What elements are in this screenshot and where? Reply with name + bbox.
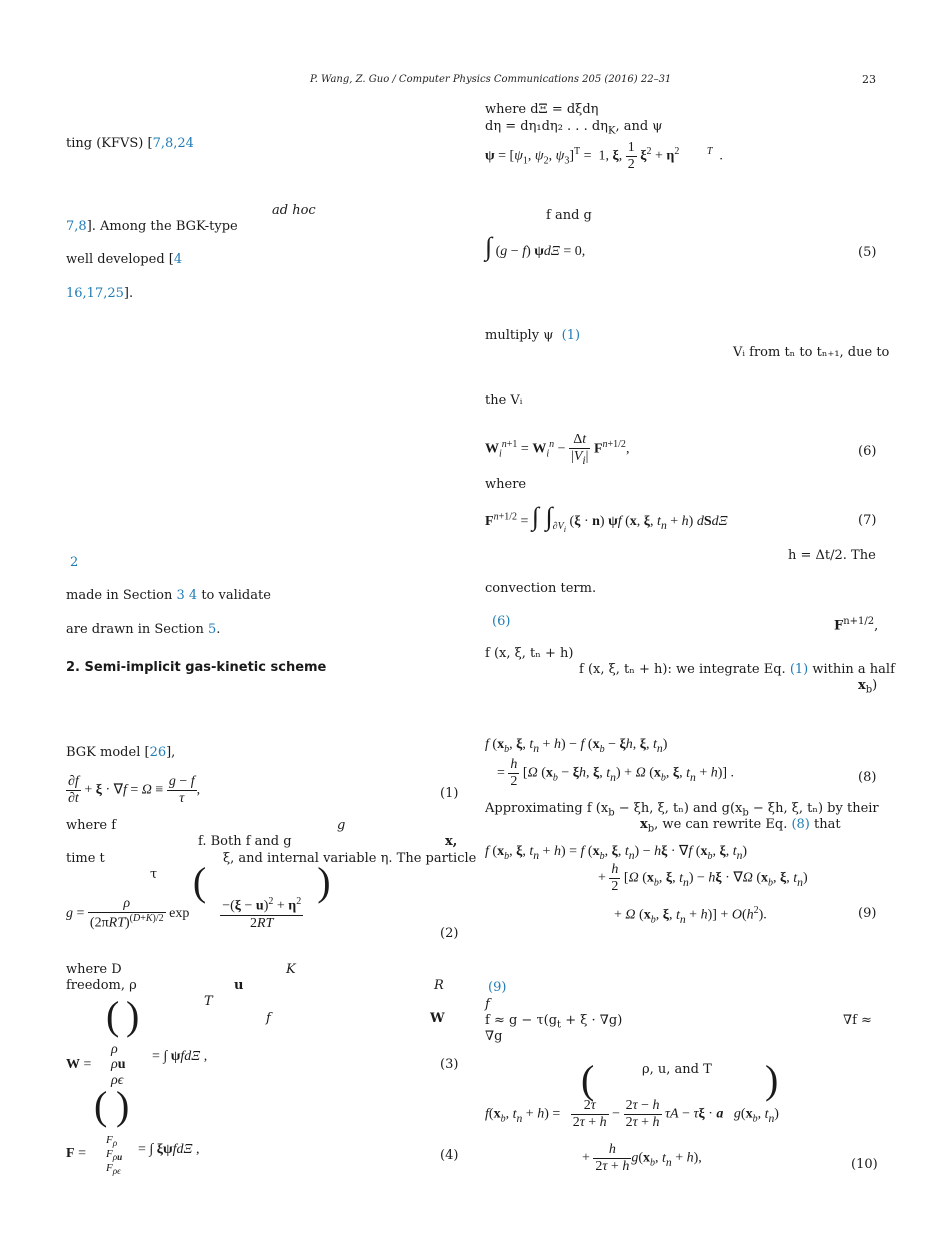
citation-link[interactable]: 4 <box>173 252 183 267</box>
equation-8-line-1: f ($x_b$, ξ, $t_n + h) - f$ ($x_b - \xi h$, ξ, $t_n$) <box>485 737 668 755</box>
equation-10-line-2: + $\frac{h}{2\tau + h}$ $g(x_b$, $t_n + h$), <box>582 1142 702 1174</box>
tau-symbol: τ <box>150 867 158 882</box>
both-f-g: f. Both f and g <box>198 834 292 849</box>
multiply-psi: multiply ψ (1) <box>485 328 581 343</box>
equation-link[interactable]: (9) <box>488 980 507 995</box>
left-line-refs: 16,17,25]. <box>66 286 134 301</box>
xb-close: $x_b$) <box>858 678 878 696</box>
equation-9-line-1: f ($x_b$, ξ, $t_n + h) = f$ ($x_b$, ξ, $t_n) - h\xi \cdot \nabla f$ ($x_b$, ξ, $t_n$) <box>485 844 748 862</box>
equation-9-line-2: + $\frac{h}{2}$ [Ω ($x_b$, ξ, $t_n) - h\xi \cdot \nabla\Omega$ ($x_b$, ξ, $t_n$) <box>598 862 808 894</box>
equation-number-9: (9) <box>858 906 877 921</box>
var-k: K <box>286 962 296 977</box>
equation-number-4: (4) <box>440 1148 459 1163</box>
equation-1: $\frac{\partial f}{\partial t}$ + ξ · ∇f = Ω ≡ $\frac{g - f}{\tau}$ , <box>68 774 201 806</box>
var-x: x, <box>445 834 458 849</box>
the-vi: the Vᵢ <box>485 393 523 408</box>
equation-link[interactable]: (1) <box>561 328 581 343</box>
citation-link[interactable]: 26 <box>149 745 167 760</box>
var-g: g <box>337 818 346 833</box>
equation-number-7: (7) <box>858 513 877 528</box>
equation-8-line-2: = $\frac{h}{2}$ [Ω ($x_b - \xi h$, ξ, $t_n) + \Omega$ ($x_b$, ξ, $t_n + h$)] . <box>497 757 735 789</box>
where-text: where <box>485 477 527 492</box>
vi-from: Vᵢ from tₙ to tₙ₊₁, due to <box>733 345 890 360</box>
h-delta-t: h = Δt/2. The <box>788 548 876 563</box>
equation-number-3: (3) <box>440 1057 459 1072</box>
equation-link[interactable]: (1) <box>789 662 809 677</box>
var-w: W <box>430 1011 445 1026</box>
where-d: where D <box>66 962 122 977</box>
section-title: 2. Semi-implicit gas-kinetic scheme <box>66 660 327 675</box>
equation-5: ∫ (g − f) ψdΞ = 0, <box>485 232 586 261</box>
equation-number-6: (6) <box>858 444 877 459</box>
equation-number-1: (1) <box>440 786 459 801</box>
f-and-g: f and g <box>546 208 592 223</box>
particle-velocity: ξ, and internal variable η. The particle <box>223 851 477 866</box>
left-line-bgk-model: BGK model [26], <box>66 745 176 760</box>
nabla-f: ∇f ≈ <box>843 1013 872 1028</box>
var-r: R <box>434 978 444 993</box>
f-approx: $f \approx g - \tau(g_t + \xi \cdot \nabla g)$ <box>485 1013 623 1031</box>
freedom-rho: freedom, ρ <box>66 978 137 993</box>
section-link[interactable]: 5 <box>207 622 217 637</box>
equation-number-2: (2) <box>440 926 459 941</box>
where-f: where f <box>66 818 117 833</box>
equation-number-8: (8) <box>858 770 877 785</box>
page-number: 23 <box>862 73 876 86</box>
nabla-g: ∇g <box>485 1029 503 1044</box>
left-line-kfvs: ting (KFVS) [7,8,24 <box>66 136 194 151</box>
flux-f-half: $F^{n+1/2}$, <box>834 616 879 634</box>
equation-9-line-3: + Ω ($x_b$, ξ, $t_n + h)] + O(h^2)$. <box>614 905 767 926</box>
var-u: u <box>234 978 244 993</box>
adhoc-text: ad hoc <box>272 203 316 218</box>
approximating-line: Approximating f ($x_b - \xi h$, ξ, tₙ) and $g(x_b - \xi h$, ξ, tₙ) by their <box>485 801 879 819</box>
left-line-drawn: are drawn in Section 5. <box>66 622 221 637</box>
equation-link[interactable]: (8) <box>791 817 810 832</box>
citation-link[interactable]: 7,8 <box>66 219 87 234</box>
running-head: P. Wang, Z. Guo / Computer Physics Communications 205 (2016) 22–31 <box>310 74 672 85</box>
d-eta: dη = dη₁dη₂ . . . $d\eta_K$, and ψ <box>485 119 663 137</box>
equation-number-5: (5) <box>858 245 877 260</box>
time-t: time t <box>66 851 105 866</box>
convection-term: convection term. <box>485 581 597 596</box>
section-ref-2[interactable]: 2 <box>70 555 79 570</box>
rewrite-line: $x_b$, we can rewrite Eq. (8) that <box>640 817 841 835</box>
f-alone: f <box>485 997 490 1012</box>
psi-vector: $\psi = [\psi_1$, $\psi_2$, $\psi_3]^T = 1$, ξ, $\frac{1}{2}$ $\xi^2 + \eta^2$ $^T$ . <box>485 140 723 172</box>
equation-2: g = $\frac{\rho}{(2\pi RT)^{(D+K)/2}}$ exp ( $\frac{-(\xi - u)^2 + \eta^2}{2RT}$ ) <box>66 859 331 931</box>
integrate-line: f (x, ξ, tₙ + h): we integrate Eq. (1) within a half <box>579 662 895 677</box>
left-line-developed: well developed [4 <box>66 252 183 267</box>
equation-6: $W_i^{n+1} = W_i^n$ − $\frac{\Delta t}{|V_i|}$ $F^{n+1/2}$, <box>485 432 630 467</box>
left-line-bgk-type: 7,8]. Among the BGK-type <box>66 219 238 234</box>
where-dxi: where dΞ = dξdη <box>485 102 599 117</box>
equation-7: $F^{n+1/2}$ = ∫ $\int_{\partial V_i}$ (ξ · n) ψf (x, ξ, $t_n + h$) dSdΞ <box>485 502 728 534</box>
equation-number-10: (10) <box>851 1157 878 1172</box>
f-x-h: f (x, ξ, tₙ + h) <box>485 646 574 661</box>
var-t-temp: T <box>204 994 213 1009</box>
var-f: f <box>266 1011 271 1026</box>
equation-link[interactable]: (6) <box>492 614 511 629</box>
citation-link[interactable]: 16,17,25 <box>66 286 124 301</box>
section-link[interactable]: 3 <box>176 588 185 603</box>
left-line-made: made in Section 3 4 to validate <box>66 588 271 603</box>
section-link[interactable]: 4 <box>188 588 198 603</box>
rho-u-t: ρ, u, and T <box>642 1062 712 1077</box>
citation-link[interactable]: 7,8,24 <box>152 136 194 151</box>
